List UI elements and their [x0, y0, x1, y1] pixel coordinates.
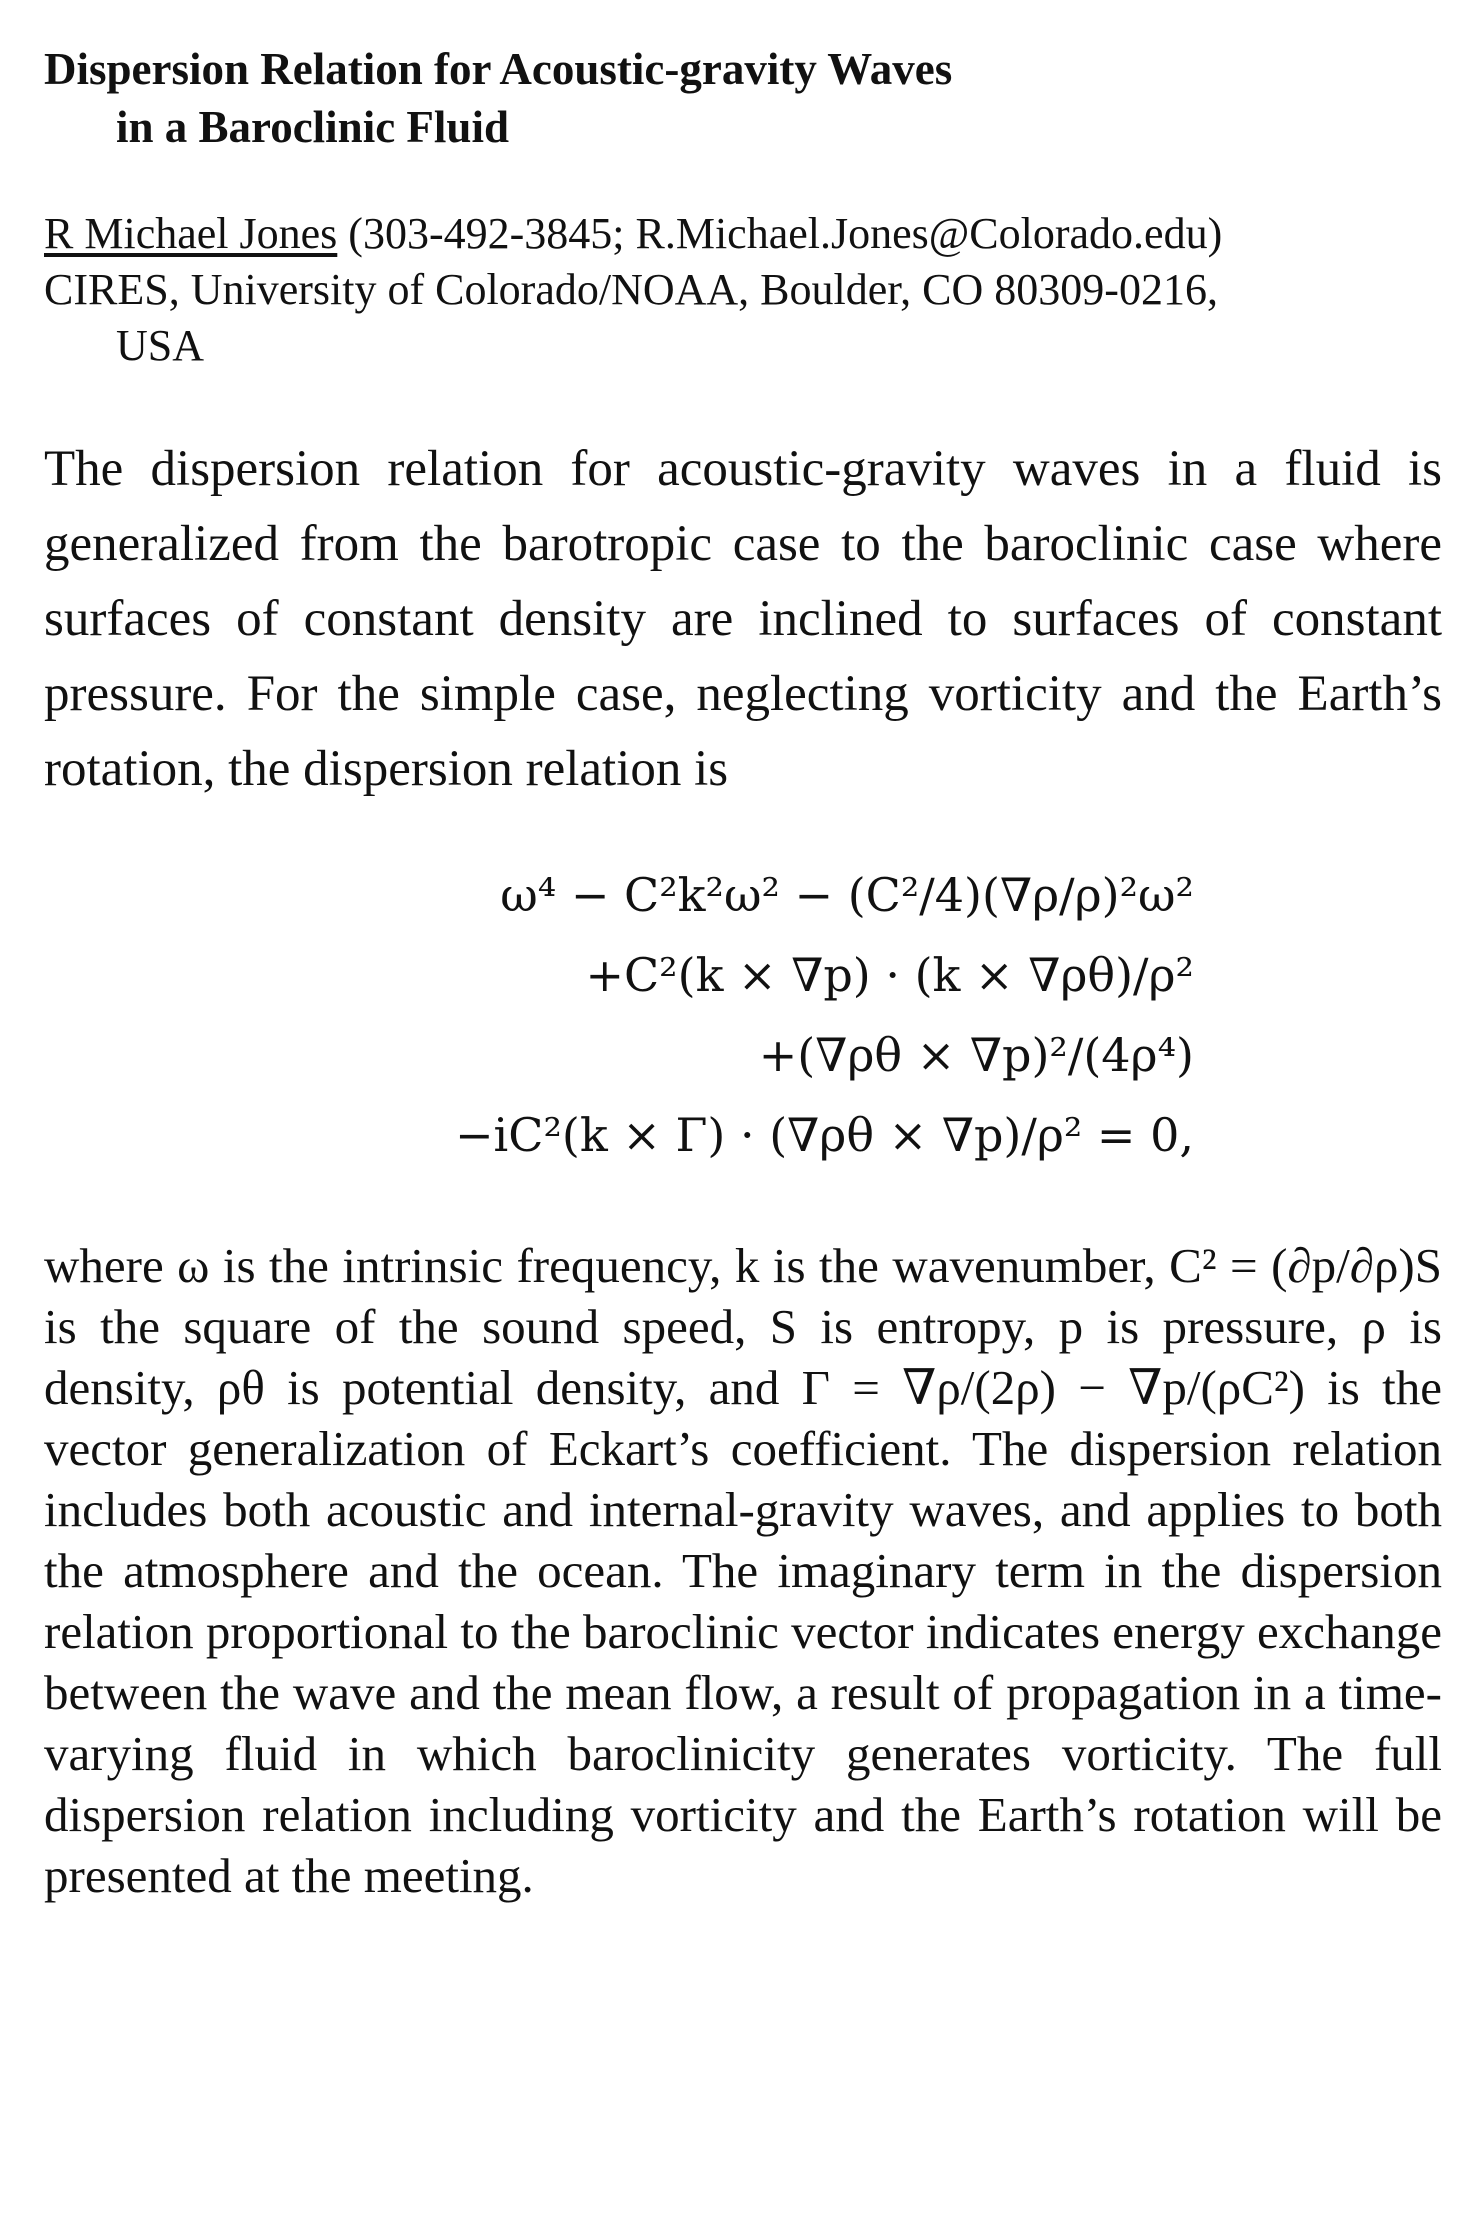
equation-line-2: +C²(k × ∇p) · (k × ∇ρθ)/ρ² [585, 948, 1194, 1002]
title-line-2: in a Baroclinic Fluid [116, 102, 509, 152]
equation-line-3: +(∇ρθ × ∇p)²/(4ρ⁴) [758, 1028, 1194, 1082]
author-contact: (303-492-3845; R.Michael.Jones@Colorado.edu) [337, 209, 1223, 258]
author-country: USA [116, 321, 205, 370]
author-name: R Michael Jones [44, 209, 338, 258]
equation-line-4: −iC²(k × Γ) · (∇ρθ × ∇p)/ρ² = 0, [455, 1108, 1194, 1162]
equation-line-1: ω⁴ − C²k²ω² − (C²/4)(∇ρ/ρ)²ω² [500, 868, 1194, 922]
title-line-1: Dispersion Relation for Acoustic-gravity Waves [44, 44, 953, 94]
abstract-intro: The dispersion relation for acoustic-gravity waves in a fluid is generalized from the barotropic case to the baroclinic case where surfaces of constant density are inclined to surfaces of constant pressure. For the simple case, neglecting vorticity and the Earth’s rotation, the dispersion relation is [44, 441, 1442, 797]
abstract-body: where ω is the intrinsic frequency, k is the wavenumber, C² = (∂p/∂ρ)S is the square of the sound speed, S is entropy, p is pressure, ρ is density, ρθ is potential density, and Γ = ∇ρ/(2ρ) − ∇p/(ρC²) is the vector generalization of Eckart’s coefficient. The dispersion relation includes both acoustic and internal-gravity waves, and applies to both the atmosphere and the ocean. The imaginary term in the dispersion relation proportional to the baroclinic vector indicates energy exchange between the wave and the mean flow, a result of propagation in a time-varying fluid in which baroclinicity generates vorticity. The full dispersion relation including vorticity and the Earth’s rotation will be presented at the meeting. [44, 1238, 1442, 1903]
dispersion-equation [44, 859, 1442, 1179]
author-block [44, 206, 1442, 374]
paper-title [44, 40, 1442, 156]
abstract-page [44, 40, 1442, 1906]
author-affiliation: CIRES, University of Colorado/NOAA, Boulder, CO 80309-0216, [44, 265, 1218, 314]
